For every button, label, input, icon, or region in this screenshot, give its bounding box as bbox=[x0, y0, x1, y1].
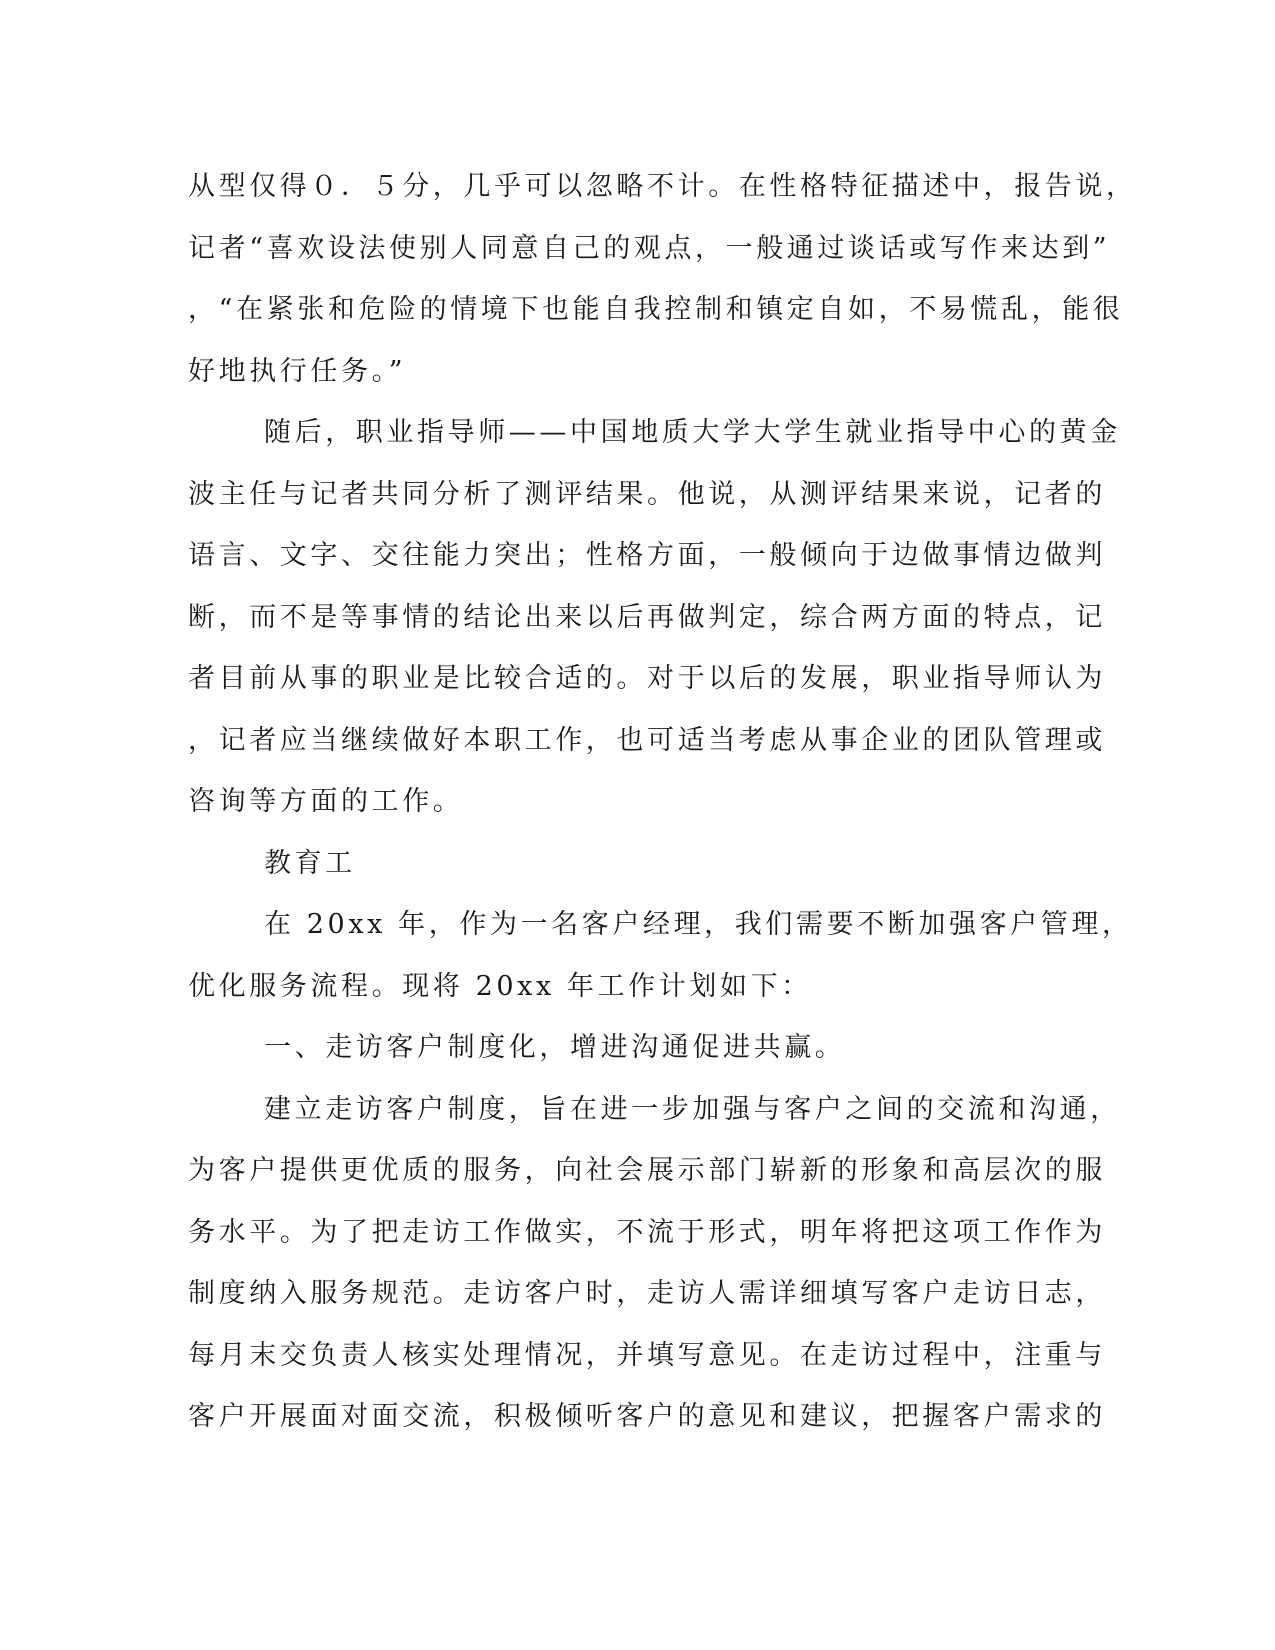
text-line: 建立走访客户制度，旨在进一步加强与客户之间的交流和沟通， bbox=[264, 1093, 1121, 1125]
text-line: ，“在紧张和危险的情境下也能自我控制和镇定自如，不易慌乱，能很 bbox=[188, 294, 1124, 325]
text-line: 一、走访客户制度化，增进沟通促进共赢。 bbox=[264, 1032, 846, 1063]
text-line: 语言、文字、交往能力突出；性格方面，一般倾向于边做事情边做判 bbox=[188, 540, 1106, 571]
text-line: 者目前从事的职业是比较合适的。对于以后的发展，职业指导师认为 bbox=[188, 663, 1106, 694]
text-line: 波主任与记者共同分析了测评结果。他说，从测评结果来说，记者的 bbox=[188, 478, 1106, 510]
text-line: 从型仅得０．５分，几乎可以忽略不计。在性格特征描述中，报告说， bbox=[188, 171, 1137, 202]
text-line: 好地执行任务。” bbox=[188, 355, 407, 387]
text-line: ，记者应当继续做好本职工作，也可适当考虑从事企业的团队管理或 bbox=[188, 724, 1106, 756]
text-line: 记者“喜欢设法使别人同意自己的观点，一般通过谈话或写作来达到” bbox=[188, 232, 1111, 264]
text-line: 制度纳入服务规范。走访客户时，走访人需详细填写客户走访日志， bbox=[188, 1278, 1106, 1309]
body-text bbox=[188, 156, 1137, 1448]
text-line: 每月末交负责人核实处理情况，并填写意见。在走访过程中，注重与 bbox=[188, 1339, 1106, 1371]
text-line: 咨询等方面的工作。 bbox=[188, 786, 464, 817]
text-line: 在 20xx 年，作为一名客户经理，我们需要不断加强客户管理， bbox=[264, 909, 1133, 940]
text-line: 随后，职业指导师——中国地质大学大学生就业指导中心的黄金 bbox=[264, 417, 1121, 448]
text-line: 断，而不是等事情的结论出来以后再做判定，综合两方面的特点，记 bbox=[188, 601, 1106, 633]
text-line: 优化服务流程。现将 20xx 年工作计划如下： bbox=[188, 970, 812, 1002]
text-line: 务水平。为了把走访工作做实，不流于形式，明年将把这项工作作为 bbox=[188, 1216, 1106, 1248]
text-line: 教育工 bbox=[264, 847, 356, 879]
text-line: 客户开展面对面交流，积极倾听客户的意见和建议，把握客户需求的 bbox=[188, 1401, 1106, 1432]
text-line: 为客户提供更优质的服务，向社会展示部门崭新的形象和高层次的服 bbox=[188, 1155, 1106, 1186]
